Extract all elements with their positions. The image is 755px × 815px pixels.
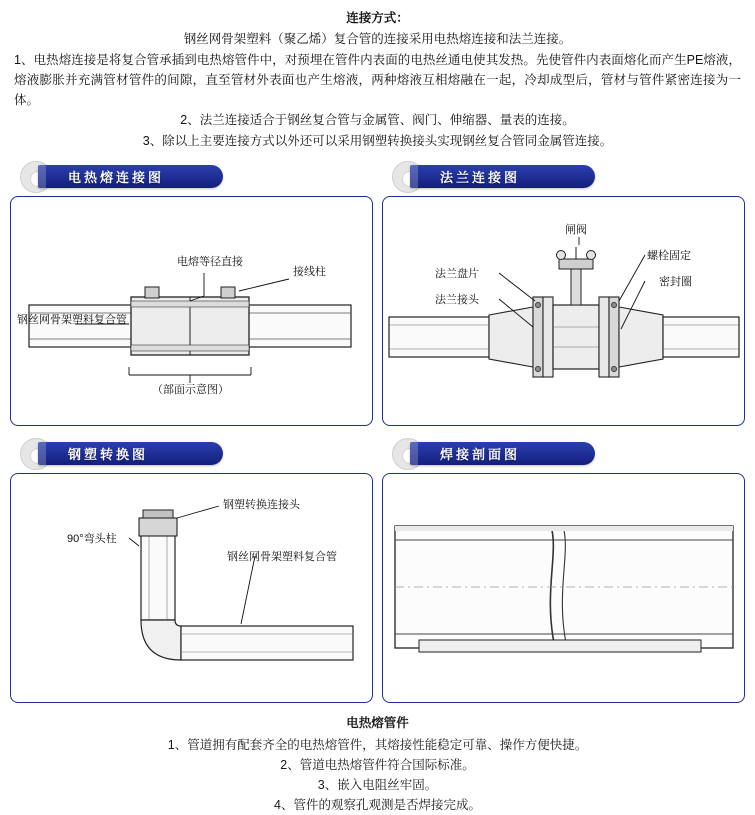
features-line-3: 4、管件的观察孔观测是否焊接完成。 [274,797,481,812]
label-flange-joint: 法兰接头 [435,293,479,306]
label-section-view: （部面示意图） [152,383,229,396]
panel-title-bar [38,442,223,465]
panel-body-flange [382,196,745,426]
label-composite-pipe: 钢丝网骨架塑料复合管 [17,313,127,326]
label-elbow: 90°弯头柱 [67,532,117,545]
intro-title: 连接方式： [346,11,409,25]
features-text-block [0,713,755,815]
panel-welding-section [382,438,745,703]
panel-header-steel-plastic [10,438,373,470]
panel-title-bar [410,165,595,188]
label-coupler: 电熔等径直接 [177,255,243,268]
label-flange-plate: 法兰盘片 [435,267,479,280]
panel-title-text: 法兰连接图 [440,169,521,185]
steel-plastic-drawing [11,474,372,702]
intro-text-block [0,0,755,151]
panel-steel-plastic [10,438,373,703]
panel-body-welding [382,473,745,703]
label-terminal: 接线柱 [293,265,326,278]
label-bolt-fixing: 螺栓固定 [647,249,691,262]
features-line-0: 1、管道拥有配套齐全的电热熔管件，其熔接性能稳定可靠、操作方便快捷。 [167,737,588,752]
intro-line-2: 2、法兰连接适合于钢丝复合管与金属管、阀门、伸缩器、量表的连接。 [180,113,575,128]
panel-title-bar [38,165,223,188]
intro-line-0: 钢丝网骨架塑料（聚乙烯）复合管的连接采用电热熔连接和法兰连接。 [183,32,572,47]
label-composite-pipe: 钢丝网骨架塑料复合管 [227,550,337,563]
panel-body-electrofusion [10,196,373,426]
features-line-2: 3、嵌入电阻丝牢固。 [317,777,438,792]
panel-title-text: 钢塑转换图 [68,446,149,462]
panel-electrofusion [10,161,373,426]
panel-header-flange [382,161,745,193]
panel-row-1 [10,161,745,426]
panel-title-bar [410,442,595,465]
panel-body-steel-plastic [10,473,373,703]
intro-line-1: 1、电热熔连接是将复合管承插到电热熔管件中，对预埋在管件内表面的电热丝通电使其发热。先使管件内表面熔化而产生PE熔液，熔液膨胀并充满管材管件的间隙，直至管材外表面也产生熔液，两种熔液互相熔融在一起，冷却成型后，管材与管件紧密连接为一体。 [14,52,741,107]
welding-drawing [383,474,744,702]
label-adapter: 钢塑转换连接头 [223,498,300,511]
diagram-panels [10,161,745,703]
intro-line-3: 3、除以上主要连接方式以外还可以采用钢塑转换接头实现钢丝复合管同金属管连接。 [142,133,613,148]
panel-header-electrofusion [10,161,373,193]
flange-drawing [383,197,744,425]
panel-title-text: 焊接剖面图 [440,446,521,462]
panel-row-2 [10,438,745,703]
panel-header-welding [382,438,745,470]
label-gate-valve: 闸阀 [565,223,587,236]
features-title: 电热熔管件 [346,715,409,730]
panel-flange [382,161,745,426]
label-seal-ring: 密封圈 [659,275,692,288]
features-line-1: 2、管道电热熔管件符合国际标准。 [280,757,475,772]
panel-title-text: 电热熔连接图 [68,169,165,185]
